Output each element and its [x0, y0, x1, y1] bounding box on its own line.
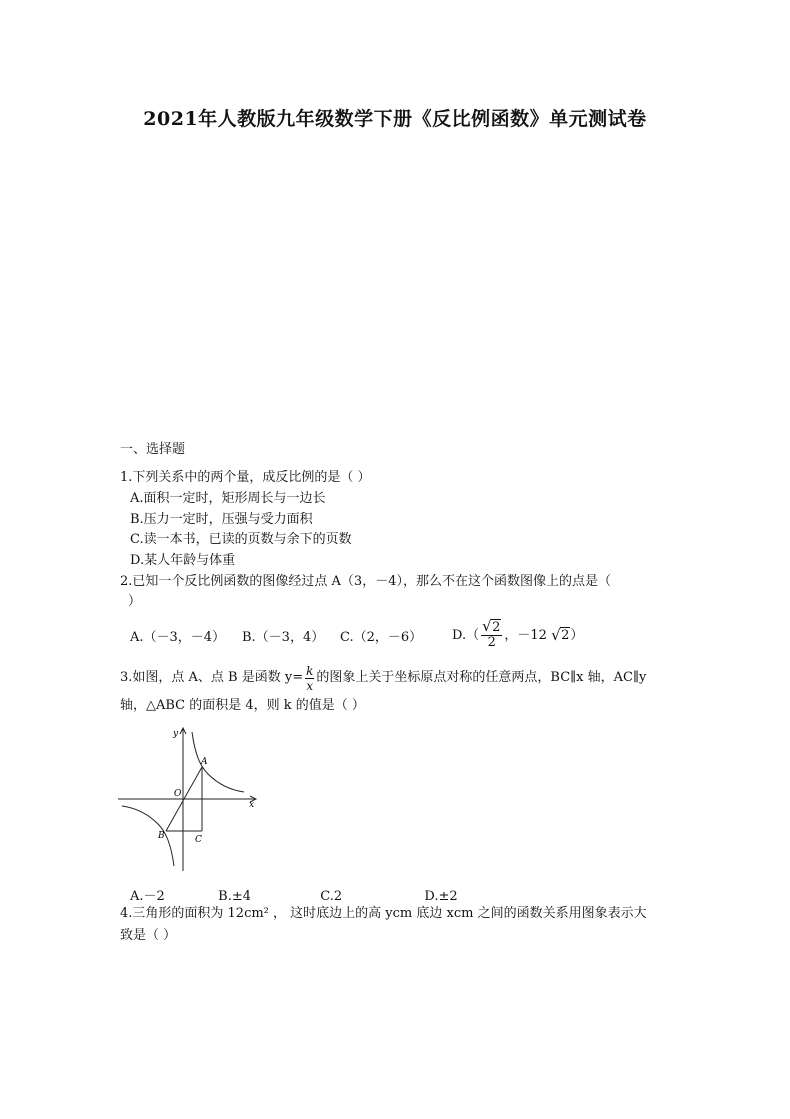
page-title: 2021年人教版九年级数学下册《反比例函数》单元测试卷 — [143, 108, 647, 130]
question-2-stem-continued: ） — [128, 594, 142, 609]
question-1-option-d: D.某人年龄与体重 — [130, 553, 236, 568]
question-2-stem: 2.已知一个反比例函数的图像经过点 A（3，－4），那么不在这个函数图像上的点是（ — [120, 574, 611, 589]
question-3-stem-pre: 3.如图，点 A、点 B 是函数 y= — [120, 670, 304, 685]
question-3-fraction — [305, 664, 314, 693]
question-3-stem-post: 的图象上关于坐标原点对称的任意两点，BC∥x 轴，AC∥y — [316, 670, 647, 685]
figure-label-c: C — [195, 835, 202, 845]
hyperbola-branch-first-quadrant — [192, 732, 244, 792]
figure-label-a: A — [201, 757, 208, 767]
figure-label-y: y — [173, 729, 179, 739]
question-3-option-d: D.±2 — [424, 889, 458, 904]
question-2-option-a: A.（－3，－4） — [130, 629, 226, 645]
question-3-stem-line2: 轴，△ABC 的面积是 4，则 k 的值是（ ） — [120, 698, 365, 713]
question-4-line1: 4.三角形的面积为 12cm² ， 这时底边上的高 ycm 底边 xcm 之间的函数关系用图象表示大 — [120, 906, 647, 921]
question-2-option-d — [452, 621, 583, 650]
option-d-sqrt: √ 2 — [551, 628, 570, 643]
hyperbola-branch-third-quadrant — [122, 806, 174, 866]
figure-label-x: x — [249, 800, 255, 810]
question-1-option-c: C.读一本书，已读的页数与余下的页数 — [130, 532, 352, 547]
option-d-fraction — [481, 621, 502, 650]
option-d-suffix: ） — [570, 627, 584, 643]
question-3-options — [130, 885, 458, 904]
question-2-option-c: C.（2，－6） — [340, 629, 423, 645]
question-3-option-a: A.－2 — [130, 889, 165, 904]
section-heading: 一、选择题 — [120, 442, 186, 457]
question-3-stem — [120, 663, 646, 693]
figure-label-origin: O — [174, 789, 182, 799]
question-3-figure — [118, 724, 268, 874]
question-2-option-b: B.（－3，4） — [242, 629, 325, 645]
fraction-denominator: x — [306, 678, 314, 693]
figure-label-b: B — [158, 831, 165, 841]
option-d-middle: ，－12 — [504, 627, 547, 643]
question-2-options — [130, 615, 583, 655]
question-3-option-c: C.2 — [320, 889, 343, 904]
option-d-denominator: 2 — [487, 634, 496, 650]
question-1-option-b: B.压力一定时，压强与受力面积 — [130, 512, 313, 527]
option-d-sqrt-numerator: √ 2 — [482, 621, 501, 635]
question-1-stem: 1.下列关系中的两个量，成反比例的是（ ） — [120, 470, 371, 485]
question-1-option-a: A.面积一定时，矩形周长与一边长 — [130, 491, 326, 506]
question-3-option-b: B.±4 — [218, 889, 251, 904]
option-d-prefix: D.（ — [452, 627, 480, 643]
question-4-line2: 致是（ ） — [120, 928, 177, 943]
fraction-numerator: k — [306, 663, 314, 678]
